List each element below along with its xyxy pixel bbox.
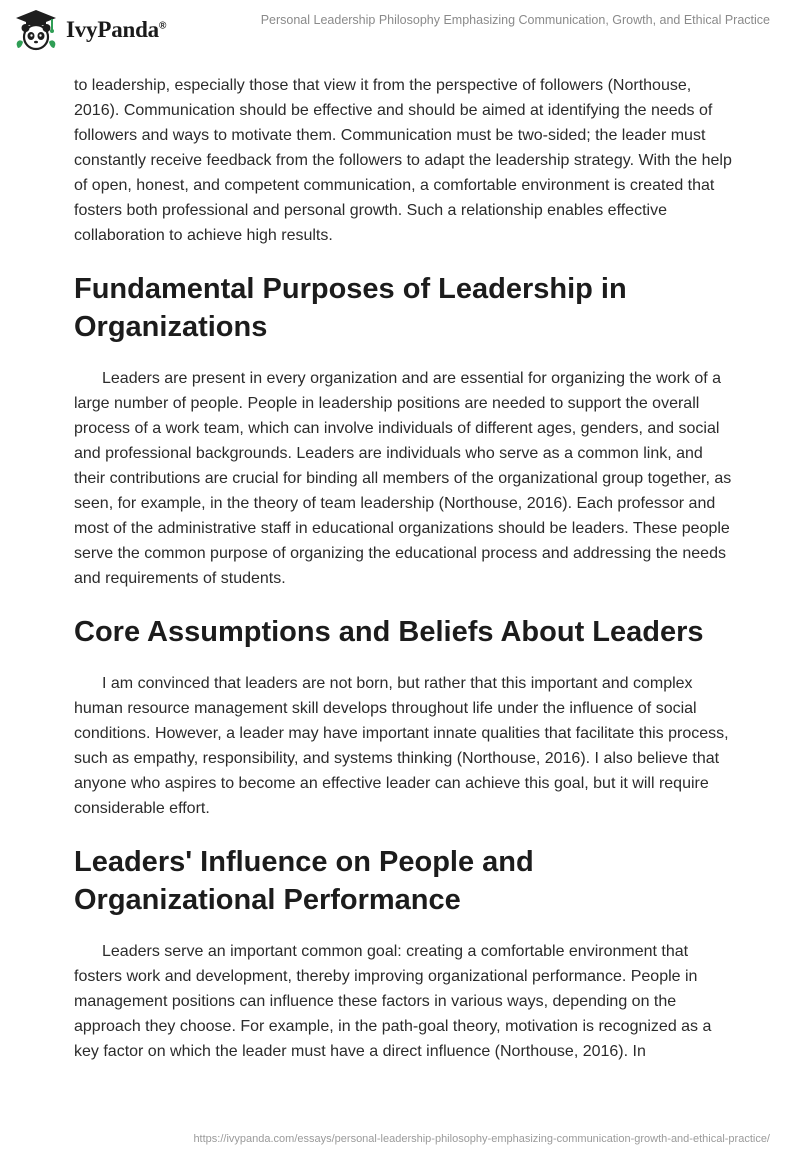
section-heading-influence: Leaders' Influence on People and Organizational Performance xyxy=(74,846,534,916)
panda-graduation-cap-icon xyxy=(12,8,60,52)
section-paragraph-influence: Leaders serve an important common goal: creating a comfortable environment that fosters work and development, thereby improving organizational performance. People in management positions can influence these factors in various ways, depending on the approach they choose. For example, in the path-goal theory, motivation is recognized as a key factor on which the leader must have a direct influence (Northouse, 2016). In xyxy=(74,943,712,1060)
section-heading-assumptions: Core Assumptions and Beliefs About Leaders xyxy=(74,616,704,648)
section-paragraph-purposes: Leaders are present in every organization and are essential for organizing the work of a large number of people. People in leadership positions are needed to support the overall process of a work team, which can involve individuals of different ages, genders, and social and professional backgrounds. Leaders are individuals who serve as a common link, and their contributions are crucial for binding all members of the organizational group together, as seen, for example, in the theory of team leadership (Northouse, 2016). Each professor and most of the administrative staff in educational organizations should be leaders. These people serve the common purpose of organizing the educational process and addressing the needs and requirements of students. xyxy=(74,370,732,587)
page-url[interactable]: https://ivypanda.com/essays/personal-leadership-philosophy-emphasizing-communication-growth-and-ethical-practice/ xyxy=(193,1133,770,1145)
essay-title: Personal Leadership Philosophy Emphasizing Communication, Growth, and Ethical Practice xyxy=(260,13,770,27)
intro-paragraph: to leadership, especially those that view it from the perspective of followers (Northouse, 2016). Communication should be effective and should be aimed at identifying the needs of followers and ways to motivate them. Communication must be two-sided; the leader must constantly receive feedback from the followers to adapt the leadership strategy. With the help of open, honest, and competent communication, a comfortable environment is created that fosters both professional and personal growth. Such a relationship enables effective collaboration to achieve high results. xyxy=(74,77,732,244)
page-header xyxy=(0,0,800,56)
registered-mark: ® xyxy=(158,20,167,32)
essay-body xyxy=(74,73,734,1064)
section-heading-purposes: Fundamental Purposes of Leadership in Organizations xyxy=(74,273,627,343)
ivypanda-logo[interactable] xyxy=(12,8,166,52)
brand-name: IvyPanda® xyxy=(66,17,167,42)
section-paragraph-assumptions: I am convinced that leaders are not born, but rather that this important and complex human resource management skill develops throughout life under the influence of social conditions. However, a leader may have important innate qualities that facilitate this process, such as empathy, responsibility, and systems thinking (Northouse, 2016). I also believe that anyone who aspires to become an effective leader can achieve this goal, but it will require considerable effort. xyxy=(74,675,729,817)
